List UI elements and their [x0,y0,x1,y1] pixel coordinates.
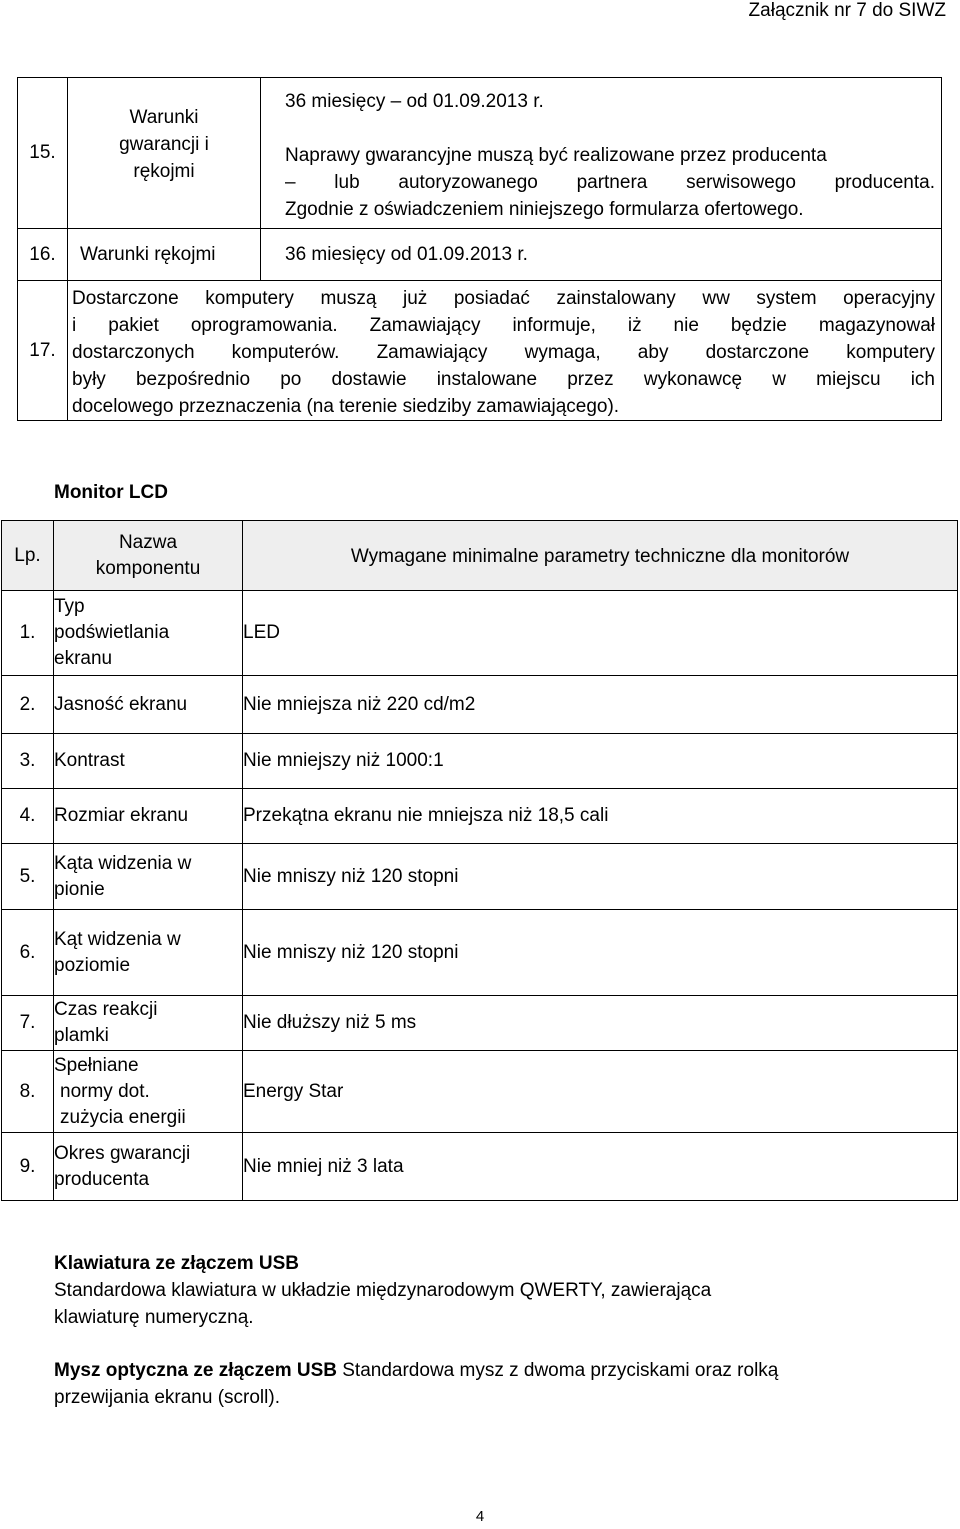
row-value: LED [243,591,958,676]
row-value: Energy Star [243,1051,958,1133]
row-lp: 2. [2,676,54,734]
mouse-title: Mysz optyczna ze złączem USB [54,1360,337,1381]
row-lp: 1. [2,591,54,676]
table-header-row [2,521,958,591]
header-component: Nazwa komponentu [54,521,243,591]
row-content: 36 miesięcy od 01.09.2013 r. [261,229,942,281]
table-row [2,676,958,734]
row-lp: 3. [2,734,54,789]
row-value: Nie mniejsza niż 220 cd/m2 [243,676,958,734]
row-value: Nie mniejszy niż 1000:1 [243,734,958,789]
table-row [2,844,958,910]
row-content: 36 miesięcy – od 01.09.2013 r. Naprawy gwarancyjne muszą być realizowane przez producenta – lub autoryzowanego partnera serwisowego producenta. Zgodnie z oświadczeniem niniejszego formularza ofertowego. [261,78,942,229]
row-lp: 6. [2,910,54,996]
row-value: Przekątna ekranu nie mniejsza niż 18,5 cali [243,789,958,844]
row-component: Spełniane normy dot. zużycia energii [54,1051,243,1133]
table-row [2,996,958,1051]
row-lp: 9. [2,1133,54,1201]
row-lp: 7. [2,996,54,1051]
table-row [18,229,942,281]
table-row [18,281,942,421]
table-row [2,1051,958,1133]
row-component: Kąt widzenia w poziomie [54,910,243,996]
mouse-description-line: przewijania ekranu (scroll). [54,1387,280,1408]
row-value: Nie dłuższy niż 5 ms [243,996,958,1051]
row-value: Nie mniszy niż 120 stopni [243,844,958,910]
keyboard-section [54,1250,711,1331]
monitor-section-title: Monitor LCD [54,482,168,503]
monitor-spec-table [1,520,958,1201]
row-content: Dostarczone komputery muszą już posiadać zainstalowany ww system operacyjny i pakiet oprogramowania. Zamawiający informuje, iż nie będzie magazynował dostarczonych komputerów. Zamawiający wymaga, aby dostarczone komputery były bezpośrednio po dostawie instalowane przez wykonawcę w miejscu ich docelowego przeznaczenia (na terenie siedziby zamawiającego). [68,281,942,421]
row-component: Czas reakcji plamki [54,996,243,1051]
table-row [2,591,958,676]
keyboard-title: Klawiatura ze złączem USB [54,1253,299,1274]
table-row [2,910,958,996]
row-label: Warunki rękojmi [68,229,261,281]
row-number: 16. [18,229,68,281]
row-lp: 5. [2,844,54,910]
row-component: Okres gwarancji producenta [54,1133,243,1201]
conditions-table [17,77,942,421]
keyboard-description-line: klawiaturę numeryczną. [54,1307,254,1328]
row-number: 15. [18,78,68,229]
row-lp: 8. [2,1051,54,1133]
row-component: Kontrast [54,734,243,789]
header-lp: Lp. [2,521,54,591]
row-number: 17. [18,281,68,421]
table-row [2,734,958,789]
table-row [18,78,942,229]
page-number: 4 [475,1508,485,1525]
row-label: Warunki gwarancji i rękojmi [68,78,261,229]
row-value: Nie mniej niż 3 lata [243,1133,958,1201]
mouse-section [54,1357,778,1411]
attachment-header: Załącznik nr 7 do SIWZ [748,0,946,21]
table-row [2,1133,958,1201]
header-params: Wymagane minimalne parametry techniczne dla monitorów [243,521,958,591]
mouse-description: Standardowa mysz z dwoma przyciskami oraz rolką [336,1360,779,1381]
row-lp: 4. [2,789,54,844]
row-component: Kąta widzenia w pionie [54,844,243,910]
mouse-description-line [54,1357,778,1384]
row-component: Rozmiar ekranu [54,789,243,844]
row-component: Jasność ekranu [54,676,243,734]
keyboard-description-line: Standardowa klawiatura w układzie międzynarodowym QWERTY, zawierająca [54,1280,712,1301]
row-component: Typ podświetlania ekranu [54,591,243,676]
row-value: Nie mniszy niż 120 stopni [243,910,958,996]
table-row [2,789,958,844]
